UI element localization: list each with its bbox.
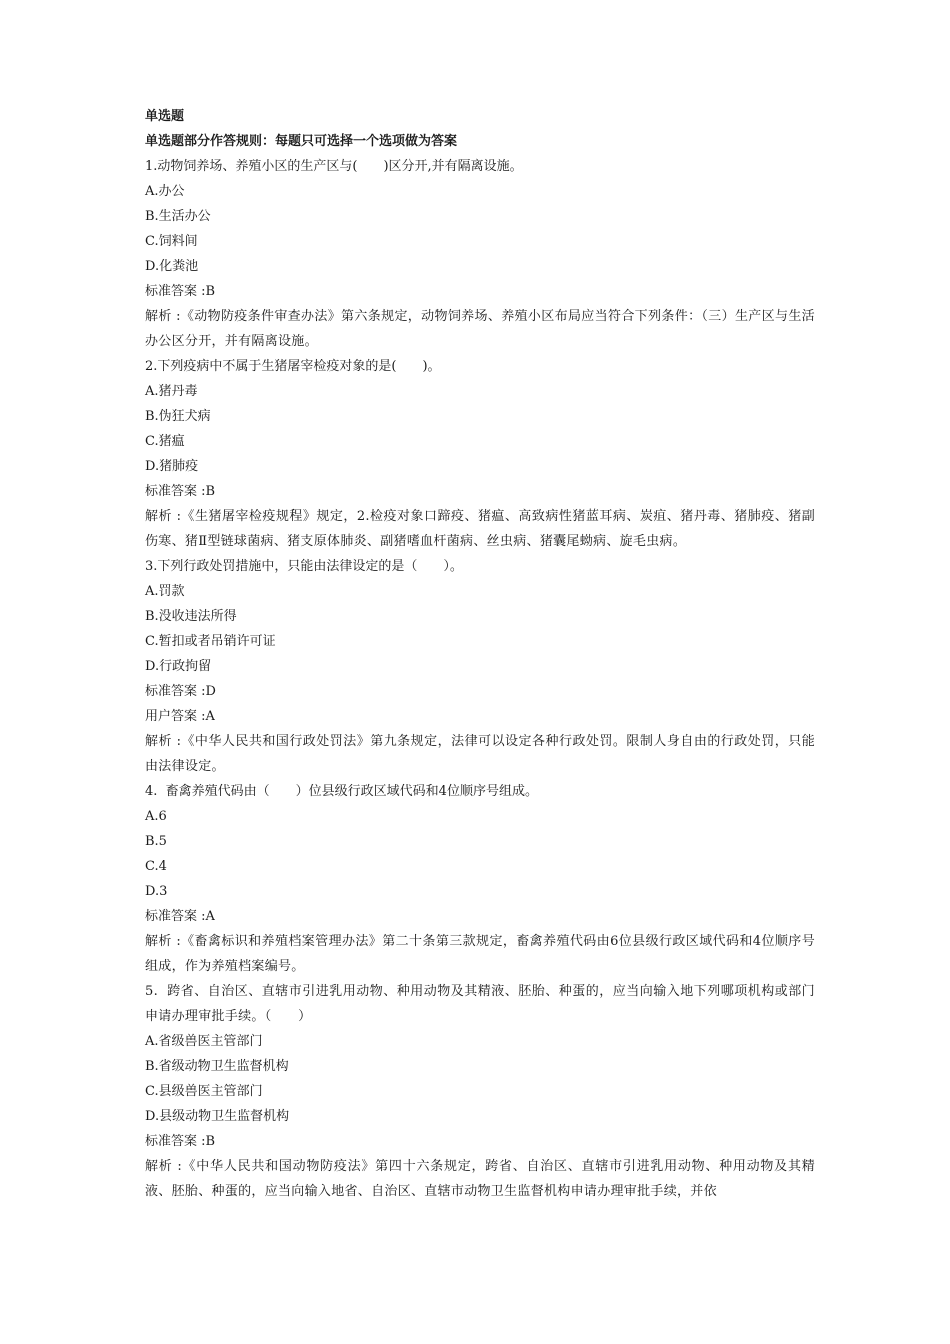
option-b: B.没收违法所得 [145, 609, 237, 624]
question-1 [145, 154, 815, 354]
option-a: A.猪丹毒 [145, 384, 198, 399]
option-a: A.办公 [145, 184, 185, 199]
option-d: D.行政拘留 [145, 659, 212, 674]
document-page [145, 104, 815, 1204]
standard-answer: 标准答案 :B [145, 1134, 216, 1149]
question-stem: 5. 跨省、自治区、直辖市引进乳用动物、种用动物及其精液、胚胎、种蛋的，应当向输入地下列哪项机构或部门申请办理审批手续。（ ） [145, 984, 815, 1024]
analysis: 解析 :《畜禽标识和养殖档案管理办法》第二十条第三款规定，畜禽养殖代码由6位县级行政区域代码和4位顺序号组成，作为养殖档案编号。 [145, 934, 815, 974]
question-stem: 1.动物饲养场、养殖小区的生产区与( )区分开,并有隔离设施。 [145, 159, 523, 174]
option-a: A.罚款 [145, 584, 185, 599]
question-stem: 2.下列疫病中不属于生猪屠宰检疫对象的是( )。 [145, 359, 441, 374]
option-b: B.伪狂犬病 [145, 409, 211, 424]
answer-rules: 单选题部分作答规则：每题只可选择一个选项做为答案 [145, 134, 458, 149]
question-stem: 4. 畜禽养殖代码由（ ）位县级行政区域代码和4位顺序号组成。 [145, 784, 538, 799]
option-d: D.猪肺疫 [145, 459, 199, 474]
option-c: C.饲料间 [145, 234, 198, 249]
section-title: 单选题 [145, 109, 185, 124]
standard-answer: 标准答案 :A [145, 909, 215, 924]
user-answer: 用户答案 :A [145, 709, 215, 724]
option-c: C.4 [145, 859, 167, 874]
option-c: C.猪瘟 [145, 434, 185, 449]
analysis: 解析 :《生猪屠宰检疫规程》规定，2.检疫对象口蹄疫、猪瘟、高致病性猪蓝耳病、炭疽、猪丹毒、猪肺疫、猪副伤寒、猪Ⅱ型链球菌病、猪支原体肺炎、副猪嗜血杆菌病、丝虫病、猪囊尾蚴病、旋毛虫病。 [145, 509, 815, 549]
option-c: C.暂扣或者吊销许可证 [145, 634, 276, 649]
analysis: 解析 :《中华人民共和国行政处罚法》第九条规定，法律可以设定各种行政处罚。限制人身自由的行政处罚，只能由法律设定。 [145, 734, 815, 774]
question-3 [145, 554, 815, 779]
question-4 [145, 779, 815, 979]
standard-answer: 标准答案 :D [145, 684, 216, 699]
standard-answer: 标准答案 :B [145, 484, 216, 499]
analysis: 解析 :《中华人民共和国动物防疫法》第四十六条规定，跨省、自治区、直辖市引进乳用动物、种用动物及其精液、胚胎、种蛋的，应当向输入地省、自治区、直辖市动物卫生监督机构申请办理审批手续，并依 [145, 1159, 815, 1199]
question-5 [145, 979, 815, 1204]
question-2 [145, 354, 815, 554]
option-d: D.3 [145, 884, 168, 899]
option-a: A.6 [145, 809, 167, 824]
option-b: B.生活办公 [145, 209, 211, 224]
analysis: 解析 :《动物防疫条件审查办法》第六条规定，动物饲养场、养殖小区布局应当符合下列条件：（三）生产区与生活办公区分开，并有隔离设施。 [145, 309, 815, 349]
option-b: B.省级动物卫生监督机构 [145, 1059, 289, 1074]
option-d: D.县级动物卫生监督机构 [145, 1109, 290, 1124]
option-d: D.化粪池 [145, 259, 199, 274]
option-c: C.县级兽医主管部门 [145, 1084, 263, 1099]
option-b: B.5 [145, 834, 167, 849]
option-a: A.省级兽医主管部门 [145, 1034, 263, 1049]
question-stem: 3.下列行政处罚措施中，只能由法律设定的是（ ）。 [145, 559, 463, 574]
standard-answer: 标准答案 :B [145, 284, 216, 299]
